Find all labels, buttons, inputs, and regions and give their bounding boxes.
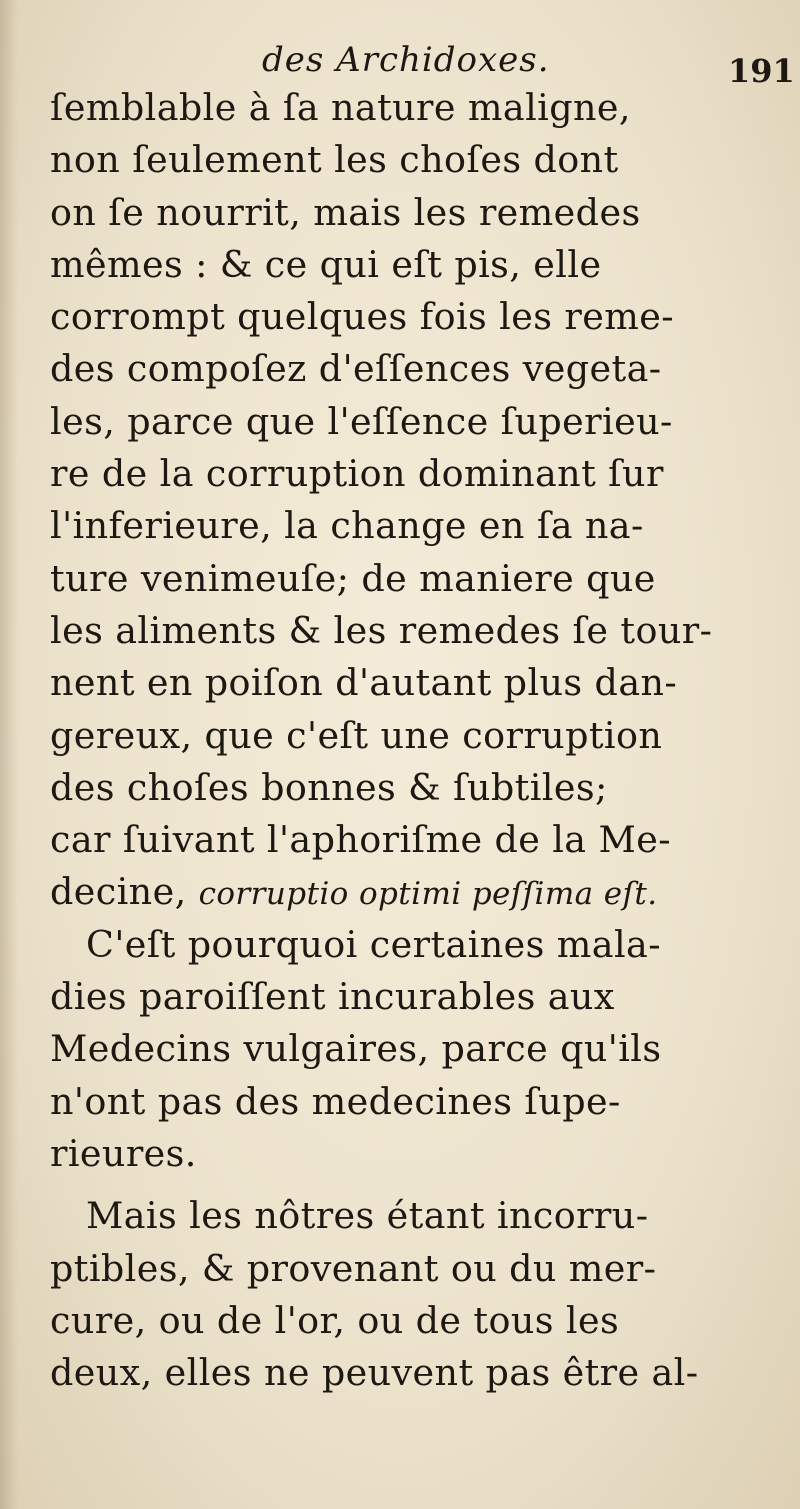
latin-quote: corruptio optimi peſſima eſt.	[198, 876, 658, 913]
text-line: re de la corruption dominant ſur	[50, 452, 664, 496]
text-line: nent en poiſon d'autant plus dan-	[50, 661, 678, 705]
text-line: ptibles, & provenant ou du mer-	[50, 1246, 657, 1290]
text-line: Medecins vulgaires, parce qu'ils	[50, 1027, 662, 1071]
text-line: l'inferieure, la change en ſa na-	[50, 504, 644, 548]
text-line-latin-quote	[50, 866, 750, 918]
text-line: des choſes bonnes & ſubtiles;	[50, 765, 608, 809]
text-line: gereux, que c'eſt une corruption	[50, 713, 663, 757]
page-number: 191	[728, 52, 795, 90]
text-line: cure, ou de l'or, ou de tous les	[50, 1298, 620, 1342]
text-line: ſemblable à ſa nature maligne,	[50, 86, 631, 129]
text-line: les aliments & les remedes ſe tour-	[50, 608, 713, 652]
text-line: n'ont pas des medecines ſupe-	[50, 1079, 621, 1123]
text-line: non ſeulement les choſes dont	[50, 138, 619, 182]
body-text	[50, 82, 750, 1399]
paragraph-start-line: C'eſt pourquoi certaines mala-	[86, 922, 661, 966]
text-line: deux, elles ne peuvent pas être al-	[50, 1351, 699, 1395]
running-title: des Archidoxes.	[262, 40, 550, 80]
text-line: car ſuivant l'aphoriſme de la Me-	[50, 818, 671, 862]
text-line: corrompt quelques fois les reme-	[50, 295, 674, 339]
text-line: ture venimeuſe; de maniere que	[50, 556, 656, 600]
text-line: des compoſez d'eſſences vegeta-	[50, 347, 662, 391]
text-line: mêmes : & ce qui eſt pis, elle	[50, 242, 602, 286]
text-line: dies paroiſſent incurables aux	[50, 975, 615, 1019]
text-line: on ſe nourrit, mais les remedes	[50, 190, 641, 234]
page-edge-shadow	[0, 0, 18, 1509]
text-plain: decine,	[50, 870, 199, 914]
paragraph-start-line: Mais les nôtres étant incorru-	[86, 1194, 649, 1238]
text-line: les, parce que l'eſſence ſuperieu-	[50, 399, 673, 443]
text-line: rieures.	[50, 1131, 197, 1175]
